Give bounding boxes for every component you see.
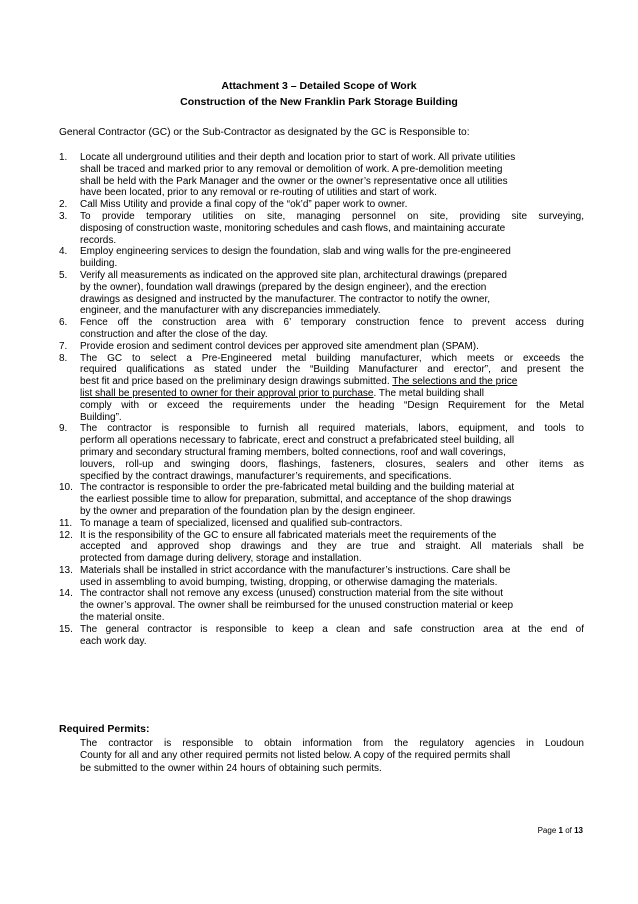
intro-text: General Contractor (GC) or the Sub-Contractor as designated by the GC is Responsible to: bbox=[59, 127, 470, 138]
scope-item-15 bbox=[59, 624, 584, 648]
item-line: shall be held with the Park Manager and the owner or the owner’s representative once all utilities bbox=[80, 175, 508, 187]
of-word: of bbox=[565, 826, 572, 835]
item-line: Locate all underground utilities and their depth and location prior to start of work. All private utilities bbox=[80, 152, 516, 163]
item-line: the owner’s approval. The owner shall be reimbursed for the unused construction material or keep bbox=[80, 600, 514, 612]
item-line: Call Miss Utility and provide a final copy of the “ok’d” paper work to owner. bbox=[80, 199, 408, 211]
item-line: construction and after the close of the day. bbox=[80, 328, 268, 340]
item-line: louvers, roll-up and swinging doors, flashings, fasteners, closures, sealers and other items as bbox=[80, 458, 584, 470]
item-number: 5. bbox=[59, 269, 68, 281]
item-number: 15. bbox=[59, 623, 73, 635]
permits-heading: Required Permits: bbox=[59, 723, 150, 735]
item-line: primary and secondary structural framing members, bolted connections, roof and wall coverings, bbox=[80, 446, 506, 458]
item-number: 9. bbox=[59, 423, 68, 435]
item-line: The contractor is responsible to order the pre-fabricated metal building and the building material at bbox=[80, 482, 515, 494]
item-number: 4. bbox=[59, 246, 68, 258]
item-line: Verify all measurements as indicated on the approved site plan, architectural drawings (prepared bbox=[80, 269, 507, 281]
item-number: 14. bbox=[59, 588, 73, 600]
item-number: 10. bbox=[59, 482, 73, 494]
item-line: used in assembling to avoid bumping, twisting, dropping, or otherwise damaging the materials. bbox=[80, 576, 498, 588]
item-line bbox=[80, 376, 584, 388]
item-number: 2. bbox=[59, 199, 68, 211]
underlined-text: list shall be presented to owner for their approval prior to purchase bbox=[80, 387, 374, 399]
scope-item-11 bbox=[59, 518, 584, 530]
page-number: 1 bbox=[558, 826, 563, 835]
item-line: building. bbox=[80, 258, 118, 270]
item-number: 7. bbox=[59, 340, 68, 352]
item-line: engineer, and the manufacturer with any discrepancies immediately. bbox=[80, 305, 381, 317]
page-word: Page bbox=[537, 826, 557, 835]
scope-item-3 bbox=[59, 211, 584, 246]
item-number: 1. bbox=[59, 152, 68, 163]
permits-line: be submitted to the owner within 24 hours of obtaining such permits. bbox=[80, 762, 382, 774]
document-title: Attachment 3 – Detailed Scope of Work bbox=[221, 80, 417, 92]
page-total: 13 bbox=[574, 826, 583, 835]
item-line: The GC to select a Pre-Engineered metal building manufacturer, which meets or exceeds the bbox=[80, 352, 584, 364]
page-footer bbox=[538, 826, 583, 835]
item-line-text: . The metal building shall bbox=[373, 387, 484, 399]
item-line: Building”. bbox=[80, 411, 122, 423]
scope-item-7 bbox=[59, 341, 584, 353]
item-line: specified by the contract drawings, manufacturer’s requirements, and specifications. bbox=[80, 470, 452, 482]
item-line bbox=[80, 388, 584, 400]
item-line: The contractor shall not remove any excess (unused) construction material from the site without bbox=[80, 588, 503, 600]
scope-item-8 bbox=[59, 353, 584, 424]
item-line: accepted and approved shop drawings and they are true and straight. All materials shall be bbox=[80, 541, 584, 553]
item-number: 11. bbox=[59, 517, 73, 529]
item-line-text: best fit and price based on the preliminary design drawings submitted. bbox=[80, 376, 390, 388]
item-line: protected from damage during delivery, storage and installation. bbox=[80, 553, 362, 565]
item-line: required qualifications as stated under the “Building Manufacturer and erector”, and present the bbox=[80, 364, 584, 376]
scope-item-10 bbox=[59, 482, 584, 517]
item-number: 12. bbox=[59, 529, 73, 541]
item-line: shall be traced and marked prior to any removal or demolition of work. A pre-demolition meeting bbox=[80, 163, 503, 175]
permits-line: The contractor is responsible to obtain information from the regulatory agencies in Loudoun bbox=[80, 738, 584, 749]
item-line: Employ engineering services to design the foundation, slab and wing walls for the pre-engineered bbox=[80, 246, 511, 258]
permits-line: County for all and any other required permits not listed below. A copy of the required permits shall bbox=[80, 750, 511, 762]
item-line: comply with or exceed the requirements under the heading “Design Requirement for the Metal bbox=[80, 399, 584, 411]
item-line: have been located, prior to any removal or re-routing of utilities and start of work. bbox=[80, 187, 437, 199]
item-line: Materials shall be installed in strict accordance with the manufacturer’s instructions. Care shall be bbox=[80, 564, 511, 576]
item-line: drawings as designed and instructed by the manufacturer. The contractor to notify the owner, bbox=[80, 293, 491, 305]
item-line: The general contractor is responsible to keep a clean and safe construction area at the end of bbox=[80, 623, 584, 635]
item-number: 13. bbox=[59, 564, 73, 576]
item-line: It is the responsibility of the GC to ensure all fabricated materials meet the requirements of the bbox=[80, 529, 497, 541]
underlined-text: The selections and the price bbox=[392, 376, 518, 388]
item-line: To provide temporary utilities on site, managing personnel on site, providing site surveying, bbox=[80, 210, 584, 222]
item-line: each work day. bbox=[80, 635, 147, 647]
item-number: 6. bbox=[59, 317, 68, 329]
item-line: The contractor is responsible to furnish all required materials, labors, equipment, and tools to bbox=[80, 423, 584, 435]
item-line: Provide erosion and sediment control devices per approved site amendment plan (SPAM). bbox=[80, 340, 479, 352]
item-line: by the owner), foundation wall drawings (prepared by the design engineer), and the erection bbox=[80, 281, 487, 293]
scope-item-5 bbox=[59, 270, 584, 317]
scope-item-4 bbox=[59, 246, 584, 270]
item-line: by the owner and preparation of the foundation plan by the design engineer. bbox=[80, 505, 416, 517]
scope-list bbox=[59, 152, 584, 647]
scope-item-9 bbox=[59, 423, 584, 482]
item-line: perform all operations necessary to fabricate, erect and construct a prefabricated steel building, all bbox=[80, 435, 515, 447]
item-line: the material onsite. bbox=[80, 612, 165, 624]
scope-item-12 bbox=[59, 530, 584, 565]
scope-item-14 bbox=[59, 588, 584, 623]
item-line: disposing of construction waste, monitoring schedules and cash flows, and maintaining accurate bbox=[80, 222, 506, 234]
document-subtitle: Construction of the New Franklin Park Storage Building bbox=[180, 96, 458, 108]
permits-paragraph bbox=[80, 738, 584, 775]
item-line: the earliest possible time to allow for preparation, submittal, and acceptance of the shop drawings bbox=[80, 494, 512, 506]
item-number: 8. bbox=[59, 352, 68, 364]
scope-item-6 bbox=[59, 317, 584, 341]
item-line: Fence off the construction area with 6’ temporary construction fence to prevent access during bbox=[80, 317, 584, 329]
item-line: To manage a team of specialized, licensed and qualified sub-contractors. bbox=[80, 517, 403, 529]
scope-item-13 bbox=[59, 565, 584, 589]
item-number: 3. bbox=[59, 210, 68, 222]
scope-item-1 bbox=[59, 152, 584, 199]
item-line: records. bbox=[80, 234, 117, 246]
scope-item-2 bbox=[59, 199, 584, 211]
